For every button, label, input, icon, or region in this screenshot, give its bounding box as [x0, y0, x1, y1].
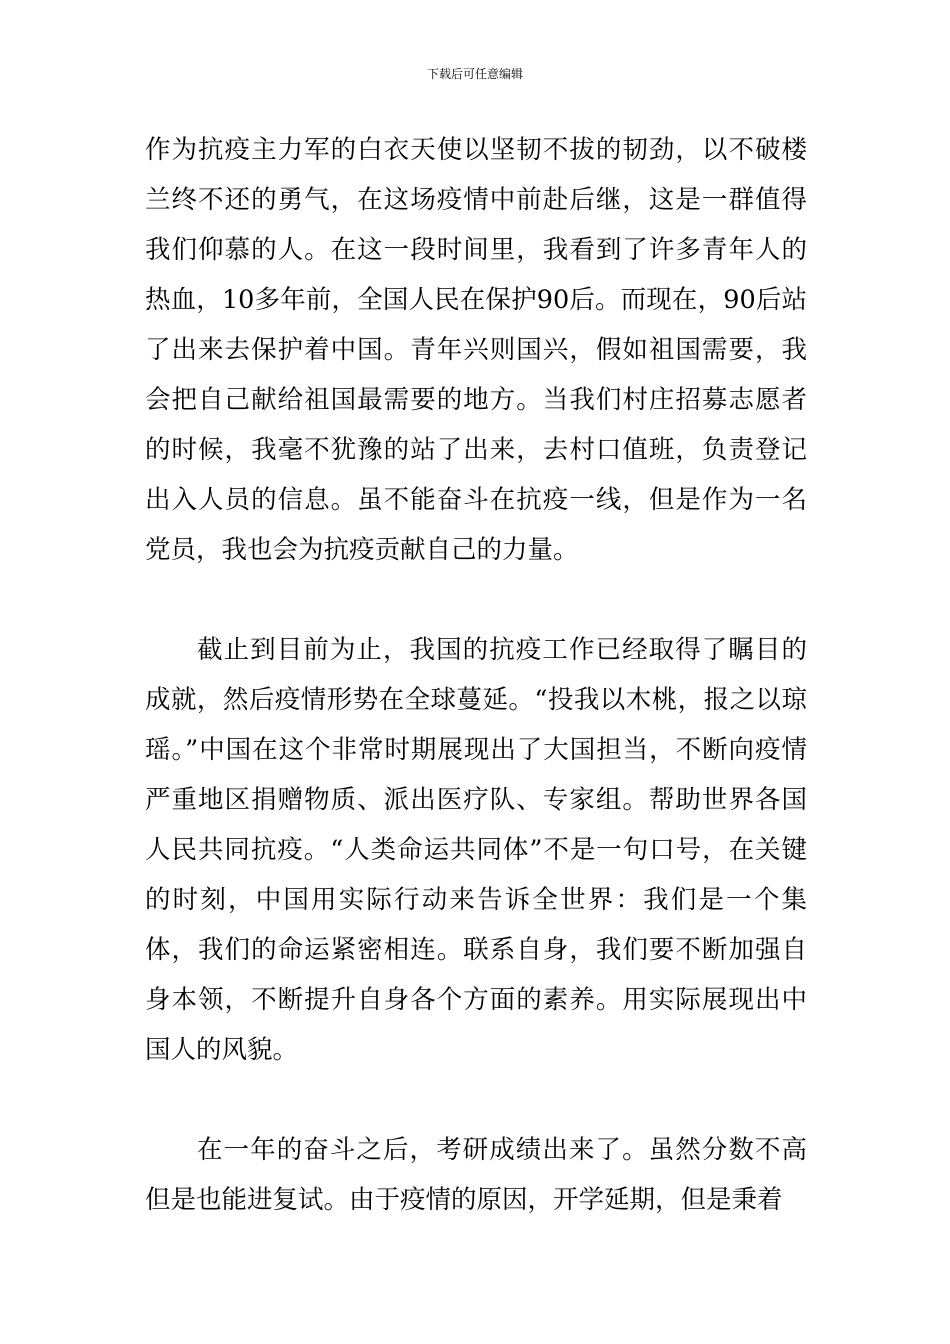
- page-header: 下载后可任意编辑: [426, 67, 523, 81]
- paragraph-2: 截止到目前为止，我国的抗疫工作已经取得了瞩目的成就，然后疫情形势在全球蔓延。“投我以木桃，报之以琼瑶。”中国在这个非常时期展现出了大国担当，不断向疫情严重地区捐赠物质、派出医疗队、专家组。帮助世界各国人民共同抗疫。“人类命运共同体”不是一句口号，在关键的时刻，中国用实际行动来告诉全世界：我们是一个集体，我们的命运紧密相连。联系自身，我们要不断加强自身本领，不断提升自身各个方面的素养。用实际展现出中国人的风貌。: [145, 635, 807, 1065]
- paragraph-1: 作为抗疫主力军的白衣天使以坚韧不拔的韧劲，以不破楼兰终不还的勇气，在这场疫情中前赴后继，这是一群值得我们仰慕的人。在这一段时间里，我看到了许多青年人的热血，10多年前，全国人民在保护90后。而现在，90后站了出来去保护着中国。青年兴则国兴，假如祖国需要，我会把自己献给祖国最需要的地方。当我们村庄招募志愿者的时候，我毫不犹豫的站了出来，去村口值班，负责登记出入人员的信息。虽不能奋斗在抗疫一线，但是作为一名党员，我也会为抗疫贡献自己的力量。: [145, 135, 807, 565]
- paragraph-spacer: [145, 575, 807, 625]
- paragraph-spacer: [145, 1075, 807, 1125]
- paragraph-3: 在一年的奋斗之后，考研成绩出来了。虽然分数不高但是也能进复试。由于疫情的原因，开学延期，但是秉着: [145, 1135, 807, 1215]
- document-body: [145, 125, 807, 1225]
